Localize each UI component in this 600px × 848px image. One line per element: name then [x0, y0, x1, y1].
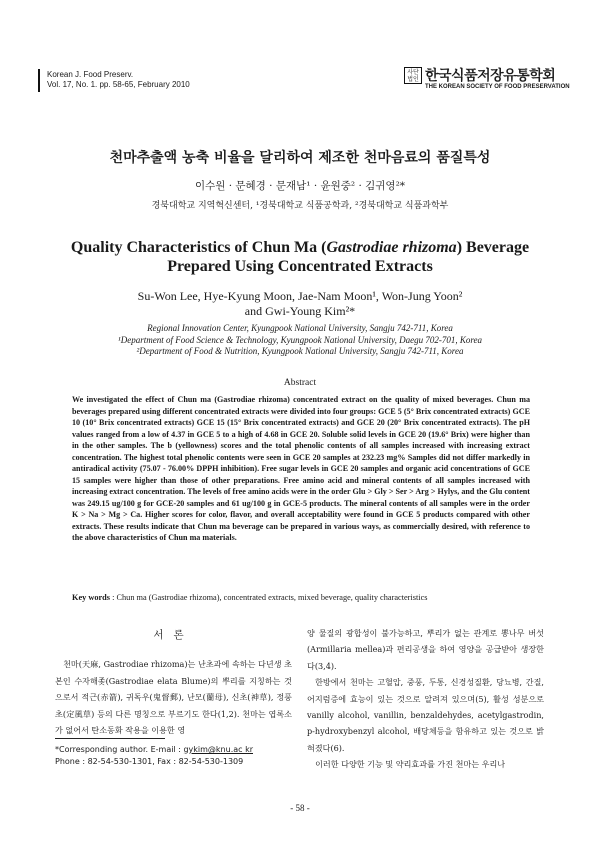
society-name-en: THE KOREAN SOCIETY OF FOOD PRESERVATION — [425, 84, 570, 90]
affiliation-3: ²Department of Food & Nutrition, Kyungpook National University, Sangju 742-711, Korea — [136, 346, 464, 356]
keywords — [72, 593, 542, 602]
footnote-label: *Corresponding author. E-mail : — [55, 745, 184, 754]
page-number: - 58 - — [290, 803, 310, 813]
authors-english-line2: and Gwi-Young Kim²* — [244, 304, 356, 318]
keywords-value: Chun ma (Gastrodiae rhizoma), concentrated extracts, mixed beverage, quality characteristics — [116, 593, 428, 602]
affiliations-korean: 경북대학교 지역혁신센터, ¹경북대학교 식품공학과, ²경북대학교 식품과학부 — [151, 201, 449, 211]
society-name-ko: 한국식품저장유통학회 — [425, 68, 556, 84]
title-english-pre: Quality Characteristics of Chun Ma ( — [70, 239, 327, 256]
keywords-separator: : — [110, 593, 117, 602]
abstract-body: We investigated the effect of Chun ma (Gastrodiae rhizoma) concentrated extract on the quality of mixed beverages. Chun ma beverages prepared using different concentrated extracts were divided into four groups: GCE 5 (5° Brix concentrated extracts) GCE 10 (10° Brix concentrated extracts) GCE 15 (15° Brix concentrated extracts) and GCE 20 (20° Brix concentrated extracts). The pH values ranged from a low of 4.37 in GCE 5 to a high of 4.68 in GCE 20. Soluble solid levels in GCE 20 (19.6° Brix) were higher than in the other samples. The b (yellowness) scores and the total phenolic contents of all samples increased with increasing extract concentration. The highest total phenolic contents were seen in GCE 20 samples at 232.23 mg% Samples did not differ markedly in antiradical activity (75.07 - 76.00% DPPH inhibition). Free sugar levels in GCE 20 samples and organic acid concentrations of GCE 15 samples were higher than those of other preparations. Free amino acid and mineral contents of all samples increased with increasing extract concentration. The levels of free amino acids were in the order Glu > Gly > Ser > Arg > Hylys, and the Glu content was 249.15 ug/100 g for GCE-20 samples and 61 ug/100 g in GCE-5 products. The mineral contents of all samples were in the order K > Na > Mg > Ca. Higher scores for color, flavor, and overall acceptability were found in GCE 5 products compared with other extracts. These results indicate that Chun ma beverage can be prepared in various ways, as commercially desired, with reference to the above characteristics of Chun ma materials. — [72, 395, 530, 542]
authors-english — [0, 289, 600, 319]
authors-korean: 이수원 · 문혜경 · 문재남¹ · 윤원중² · 김귀영²* — [194, 180, 406, 192]
affiliations-english — [0, 323, 600, 358]
intro-paragraph-2: 양 물질의 광합성이 불가능하고, 뿌리가 없는 관계로 뽕나무 버섯(Armillaria mellea)과 편리공생을 하여 영양을 공급받아 생장한다(3,4). — [307, 628, 544, 671]
footnote-divider — [55, 738, 165, 739]
title-english-post: ) Beverage — [456, 239, 530, 256]
journal-info — [47, 70, 190, 90]
author-email-link[interactable]: gykim@knu.ac kr — [183, 745, 253, 754]
society-logo — [404, 65, 570, 95]
intro-paragraph-4: 이러한 다양한 기능 및 약리효과를 가진 천마는 우리나 — [315, 759, 506, 770]
affiliation-2: ¹Department of Food Science & Technology, Kyungpook National University, Daegu 702-701, Korea — [118, 334, 482, 345]
affiliation-1: Regional Innovation Center, Kyungpook National University, Sangju 742-711, Korea — [147, 323, 453, 333]
abstract-heading: Abstract — [283, 378, 317, 388]
section-heading-intro: 서론 — [153, 629, 194, 641]
journal-info-bar — [38, 69, 40, 92]
authors-english-line1: Su-Won Lee, Hye-Kyung Moon, Jae-Nam Moon¹, Won-Jung Yoon² — [137, 289, 463, 303]
title-english-line2: Prepared Using Concentrated Extracts — [167, 258, 433, 275]
title-english — [0, 238, 600, 276]
intro-paragraph-1: 천마(天麻, Gastrodiae rhizoma)는 난초과에 속하는 다년생 초본인 수자해좇(Gastrodiae elata Blume)의 뿌리를 지칭하는 것으로서 적근(赤箭), 귀독우(鬼督郵), 난모(蘭母), 신초(神草), 정풍초(定風草) 등의 다른 명칭으로 부르기도 한다(1,2). 천마는 엽록소가 없어서 탄소동화 작용을 이용한 영 — [55, 659, 292, 735]
keywords-label: Key words — [72, 593, 111, 602]
corresponding-author-footnote — [55, 744, 253, 768]
journal-volume: Vol. 17, No. 1. pp. 58-65, February 2010 — [47, 80, 190, 89]
intro-left-column — [55, 627, 292, 739]
title-korean: 천마추출액 농축 비율을 달리하여 제조한 천마음료의 품질특성 — [109, 150, 491, 166]
intro-paragraph-3: 한방에서 천마는 고혈압, 중풍, 두통, 신경성질환, 당뇨병, 간질, 어지럼증에 효능이 있는 것으로 알려져 있으며(5), 활성 성분으로 vanilly alcohol, vanillin, benzaldehydes, acetylgastrodin, p-hydroxybenzyl alcohol, 배당체등을 함유하고 있는 것으로 밝혀졌다(6). — [307, 677, 544, 753]
journal-name: Korean J. Food Preserv. — [47, 70, 134, 79]
footnote-phone: Phone : 82-54-530-1301, Fax : 82-54-530-1309 — [55, 757, 244, 766]
society-badge: 사단 법인 — [404, 67, 422, 84]
title-english-species: Gastrodiae rhizoma — [326, 239, 457, 256]
intro-right-column — [307, 625, 544, 773]
